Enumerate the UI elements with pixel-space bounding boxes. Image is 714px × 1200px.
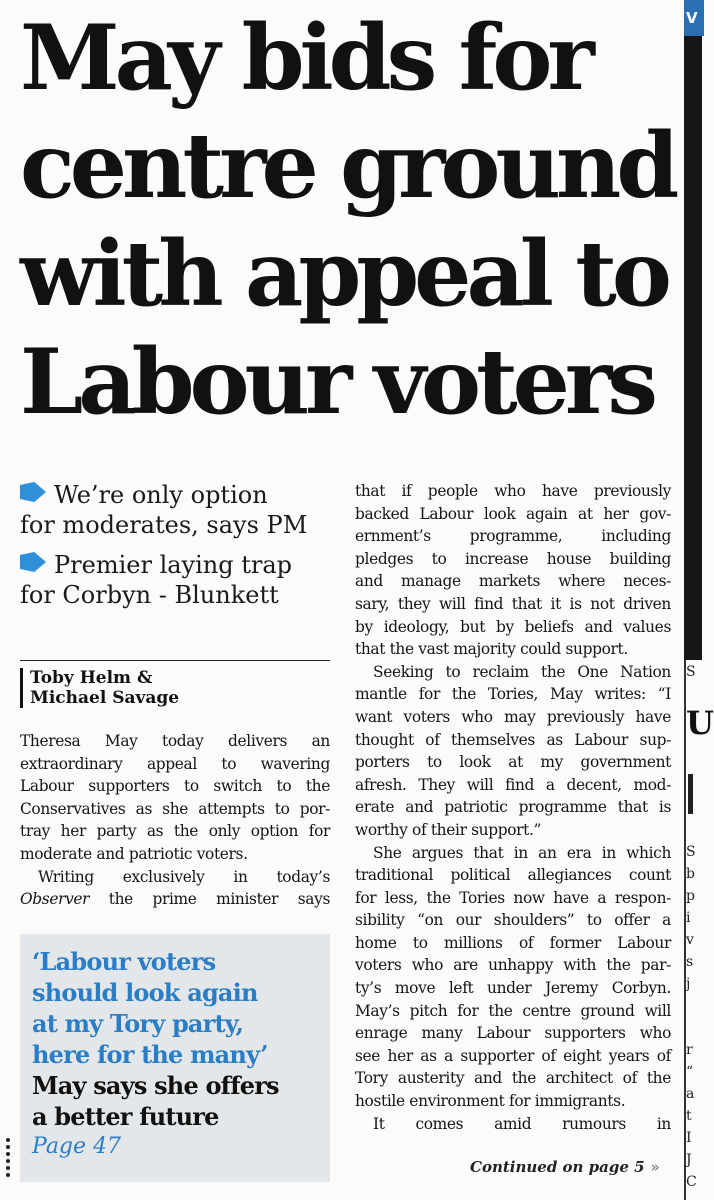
body-line: worthy of their support.” <box>355 820 542 839</box>
byline-author: Michael Savage <box>30 688 180 708</box>
body-line: Seeking to reclaim the One Nation <box>373 662 671 681</box>
body-line: that if people who have previously <box>355 482 671 500</box>
adjacent-byline-bar <box>688 774 693 814</box>
body-line: May’s pitch for the centre ground will <box>355 1001 671 1020</box>
pull-quote-box[interactable] <box>20 934 330 1182</box>
body-line: home to millions of former Labour <box>355 933 671 952</box>
pull-quote-sub-line: May says she offers <box>32 1071 279 1100</box>
headline <box>20 4 675 436</box>
bullet-text: for moderates, says PM <box>20 511 308 539</box>
adjacent-text-fragment: “ <box>686 1064 694 1080</box>
body-paragraph <box>355 1113 671 1136</box>
adjacent-text-fragment: J <box>686 1152 692 1168</box>
body-line: hostile environment for immigrants. <box>355 1092 626 1111</box>
body-line: traditional political allegiances count <box>355 866 671 885</box>
vertical-dots-icon <box>6 1138 11 1180</box>
body-line: thought of themselves as Labour sup- <box>355 730 671 749</box>
body-line: It comes amid rumours in <box>373 1114 671 1133</box>
standfirst-bullet <box>20 480 340 540</box>
bullet-text: Premier laying trap <box>54 551 293 579</box>
adjacent-text-fragment: a <box>686 1086 695 1102</box>
body-line: extraordinary appeal to wavering <box>20 754 330 773</box>
adjacent-photo <box>684 0 702 660</box>
double-chevron-right-icon: » <box>650 1158 660 1176</box>
adjacent-text-fragment: S <box>686 844 696 860</box>
body-line: porters to look at my government <box>355 753 671 772</box>
body-line: and manage markets where neces- <box>355 572 671 591</box>
body-line: that the vast majority could support. <box>355 640 628 659</box>
adjacent-text-fragment: p <box>686 888 695 904</box>
body-line: Conservatives as she attempts to por- <box>20 799 330 818</box>
article-body-right <box>355 480 671 1135</box>
byline-rule <box>20 660 330 661</box>
body-line: moderate and patriotic voters. <box>20 844 248 863</box>
body-line: sibility “on our shoulders” to offer a <box>355 911 671 930</box>
bullet-text: for Corbyn - Blunkett <box>20 581 279 609</box>
pull-quote-sub-line: a better future <box>32 1102 219 1131</box>
continued-text[interactable]: Continued on page 5 <box>470 1158 645 1176</box>
body-line: voters who are unhappy with the par- <box>355 956 671 975</box>
pull-quote-page-ref[interactable]: Page 47 <box>32 1134 122 1159</box>
standfirst-bullet <box>20 550 340 610</box>
body-line: tray her party as the only option for <box>20 822 330 841</box>
body-line: Tory austerity and the architect of the <box>355 1069 671 1088</box>
adjacent-text-fragment: j <box>686 976 691 992</box>
arrow-bullet-icon <box>20 482 46 502</box>
body-line: by ideology, but by beliefs and values <box>355 617 671 636</box>
body-line: Labour supporters to switch to the <box>20 777 330 796</box>
adjacent-text-fragment: I <box>686 1130 692 1146</box>
adjacent-text-fragment: i <box>686 910 691 926</box>
body-paragraph <box>20 730 330 866</box>
body-paragraph <box>355 661 671 842</box>
standfirst-bullets <box>20 480 340 620</box>
body-line: She argues that in an era in which <box>373 843 671 862</box>
body-text: the prime minister says <box>89 890 330 909</box>
adjacent-article-edge <box>684 0 714 1200</box>
arrow-bullet-icon <box>20 552 46 572</box>
byline <box>20 668 330 708</box>
headline-line: May bids for <box>20 5 590 111</box>
body-paragraph <box>20 866 330 911</box>
adjacent-text-fragment: t <box>686 1108 692 1124</box>
article-body-left <box>20 730 330 911</box>
body-line: Theresa May today delivers an <box>20 732 330 750</box>
body-line: see her as a supporter of eight years of <box>355 1046 671 1065</box>
publication-name: Observer <box>20 890 90 909</box>
body-line: want voters who may previously have <box>355 707 671 726</box>
body-line: backed Labour look again at her gov- <box>355 504 671 523</box>
byline-author: Toby Helm & <box>30 668 153 688</box>
body-line: enrage many Labour supporters who <box>355 1024 671 1043</box>
body-line: afresh. They will find a decent, mod- <box>355 775 671 794</box>
bullet-text: We’re only option <box>54 481 268 509</box>
body-line: ernment’s programme, including <box>355 527 671 546</box>
pull-quote-text <box>32 946 320 1070</box>
adjacent-text-fragment: v <box>686 932 694 948</box>
body-paragraph <box>355 842 671 1113</box>
body-line: ty’s move left under Jeremy Corbyn. <box>355 979 671 998</box>
adjacent-text-fragment: s <box>686 954 694 970</box>
pull-quote-line: at my Tory party, <box>32 1009 244 1038</box>
headline-line: Labour voters <box>20 329 653 435</box>
body-line: erate and patriotic programme that is <box>355 798 671 817</box>
body-line: for less, the Tories now have a respon- <box>355 888 671 907</box>
adjacent-text-fragment: C <box>686 1174 697 1190</box>
adjacent-text-fragment: r <box>686 1042 693 1058</box>
body-line: pledges to increase house building <box>355 549 671 568</box>
headline-line: with appeal to <box>20 221 667 327</box>
adjacent-text-fragment: S <box>686 664 696 680</box>
body-line <box>20 888 330 911</box>
adjacent-heading-fragment: U <box>686 704 714 742</box>
body-line: mantle for the Tories, May writes: “I <box>355 685 671 704</box>
body-paragraph <box>355 480 671 661</box>
headline-line: centre ground <box>20 113 675 219</box>
adjacent-text-fragment: b <box>686 866 695 882</box>
continued-link[interactable] <box>470 1158 670 1176</box>
body-line: Writing exclusively in today’s <box>38 867 330 886</box>
body-line: sary, they will find that it is not driven <box>355 594 671 613</box>
pull-quote-line: should look again <box>32 978 258 1007</box>
pull-quote-line: ‘Labour voters <box>32 947 216 976</box>
adjacent-section-tab: V <box>684 0 704 36</box>
pull-quote-line: here for the many’ <box>32 1040 268 1069</box>
pull-quote-subhead <box>32 1070 320 1132</box>
